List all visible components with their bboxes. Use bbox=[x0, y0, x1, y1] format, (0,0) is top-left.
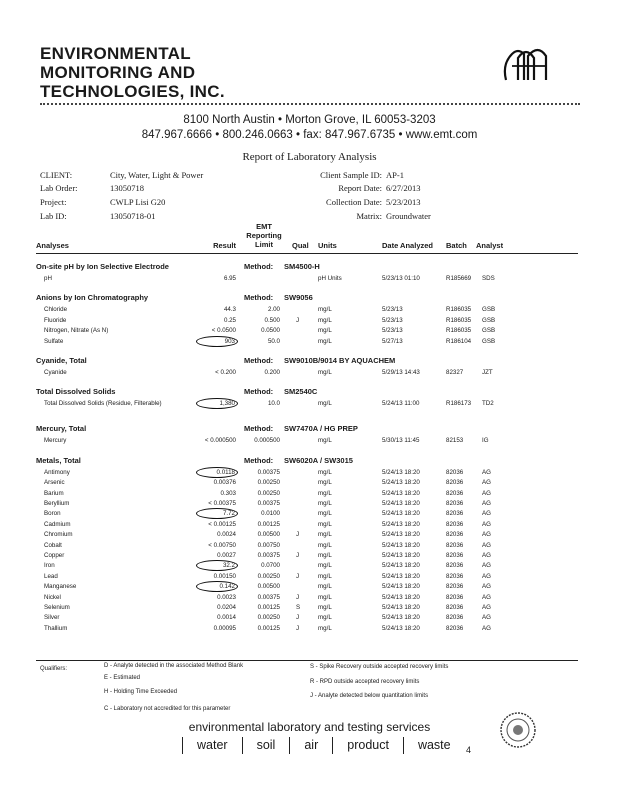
cell-result: 32.2 bbox=[196, 560, 238, 571]
cell-limit: 0.00125 bbox=[257, 624, 280, 632]
cell-date: 5/24/13 18:20 bbox=[382, 614, 420, 622]
cell-units: mg/L bbox=[318, 624, 332, 632]
cell-name: Sulfate bbox=[44, 337, 64, 345]
company-name-line-1: ENVIRONMENTAL bbox=[40, 44, 191, 63]
cell-analyst: AG bbox=[482, 500, 491, 507]
cell-batch: 82036 bbox=[446, 500, 464, 507]
cell-analyst: AG bbox=[482, 562, 491, 570]
cell-limit: 0.500 bbox=[264, 316, 280, 324]
col-analyst: Analyst bbox=[476, 241, 504, 250]
report-date-value: 6/27/2013 bbox=[386, 183, 421, 193]
cell-qual: J bbox=[296, 552, 300, 559]
accreditation-seal-icon bbox=[499, 711, 537, 749]
cell-date: 5/27/13 bbox=[382, 337, 403, 345]
cell-result: 0.0014 bbox=[217, 614, 236, 622]
cell-result: 0.0027 bbox=[217, 552, 236, 559]
cell-limit: 0.00250 bbox=[257, 614, 280, 622]
cell-units: mg/L bbox=[318, 593, 332, 601]
cell-analyst: AG bbox=[482, 593, 491, 601]
col-limit-line-3: Limit bbox=[255, 240, 273, 249]
qualifiers-label: Qualifiers: bbox=[40, 666, 68, 672]
cell-name: Beryllium bbox=[44, 500, 70, 507]
cell-analyst: AG bbox=[482, 552, 491, 559]
method-label: Method: bbox=[244, 293, 274, 303]
cell-units: mg/L bbox=[318, 614, 332, 622]
method-value: SM2540C bbox=[284, 387, 318, 397]
cell-batch: 82153 bbox=[446, 437, 464, 445]
method-value: SW9056 bbox=[284, 293, 313, 303]
cell-result: 0.0024 bbox=[217, 531, 236, 539]
cell-batch: 82036 bbox=[446, 572, 464, 580]
emt-logo-icon bbox=[498, 44, 550, 84]
header-underline bbox=[36, 253, 578, 254]
cell-name: Chromium bbox=[44, 531, 73, 539]
cell-date: 5/24/13 18:20 bbox=[382, 593, 420, 601]
cell-result: 0.0023 bbox=[217, 593, 236, 601]
cell-date: 5/24/13 11:00 bbox=[382, 400, 420, 408]
col-analyses: Analyses bbox=[36, 241, 69, 250]
section-title: Mercury, Total bbox=[36, 424, 87, 434]
cell-analyst: AG bbox=[482, 624, 491, 632]
cell-batch: 82036 bbox=[446, 583, 464, 591]
cell-date: 5/29/13 14:43 bbox=[382, 369, 420, 376]
cell-units: mg/L bbox=[318, 400, 332, 408]
method-label: Method: bbox=[244, 424, 274, 434]
cell-date: 5/23/13 bbox=[382, 327, 403, 335]
cell-units: mg/L bbox=[318, 327, 332, 335]
cell-units: mg/L bbox=[318, 531, 332, 539]
cell-units: mg/L bbox=[318, 316, 332, 324]
cell-date: 5/24/13 18:20 bbox=[382, 562, 420, 570]
company-name-line-2: MONITORING AND bbox=[40, 63, 196, 82]
cell-analyst: AG bbox=[482, 531, 491, 539]
cell-name: Cobalt bbox=[44, 541, 62, 549]
cell-result: < 0.00750 bbox=[208, 541, 236, 549]
cell-result: 6.95 bbox=[223, 275, 236, 282]
cell-batch: 82036 bbox=[446, 614, 464, 622]
cell-name: Manganese bbox=[44, 583, 77, 591]
cell-units: mg/L bbox=[318, 583, 332, 591]
cell-units: mg/L bbox=[318, 479, 332, 487]
company-address: 8100 North Austin • Morton Grove, IL 60053-3203 bbox=[183, 114, 436, 126]
company-name-line-3: TECHNOLOGIES, INC. bbox=[40, 82, 225, 101]
cell-qual: J bbox=[296, 614, 300, 622]
method-label: Method: bbox=[244, 262, 274, 271]
company-name bbox=[40, 44, 225, 101]
cell-result: 0.25 bbox=[223, 316, 236, 324]
cell-analyst: AG bbox=[482, 468, 491, 476]
cell-batch: 82036 bbox=[446, 604, 464, 611]
matrix-label: Matrix: bbox=[356, 211, 382, 221]
cell-batch: R186173 bbox=[446, 400, 472, 408]
cell-analyst: AG bbox=[482, 510, 491, 518]
section-title: Metals, Total bbox=[36, 455, 81, 465]
method-value: SW9010B/9014 BY AQUACHEM bbox=[284, 356, 396, 365]
cell-batch: 82036 bbox=[446, 552, 464, 559]
cell-date: 5/24/13 18:20 bbox=[382, 468, 420, 476]
cell-units: mg/L bbox=[318, 572, 332, 580]
cell-result: < 0.000500 bbox=[204, 437, 236, 445]
collection-date-value: 5/23/2013 bbox=[386, 197, 421, 207]
cell-qual: J bbox=[296, 316, 300, 324]
cell-limit: 0.0100 bbox=[261, 510, 280, 518]
cell-qual: J bbox=[296, 531, 300, 539]
cell-batch: 82036 bbox=[446, 489, 464, 497]
col-limit-line-2: Reporting bbox=[246, 231, 282, 240]
page-number: 4 bbox=[466, 745, 472, 755]
cell-batch: 82036 bbox=[446, 531, 464, 539]
lab-id-value: 13050718-01 bbox=[110, 211, 156, 221]
cell-analyst: AG bbox=[482, 614, 491, 622]
cell-analyst: JZT bbox=[482, 369, 493, 376]
cell-units: mg/L bbox=[318, 337, 332, 345]
cell-limit: 2.00 bbox=[267, 306, 280, 314]
method-label: Method: bbox=[244, 455, 274, 465]
cell-limit: 0.00375 bbox=[257, 593, 280, 601]
service-waste: waste bbox=[417, 737, 451, 752]
matrix-value: Groundwater bbox=[386, 211, 431, 221]
cell-result: 903 bbox=[196, 336, 238, 347]
cell-date: 5/30/13 11:45 bbox=[382, 437, 420, 445]
cell-result: 0.142 bbox=[196, 581, 238, 592]
cell-result: 0.303 bbox=[220, 489, 236, 497]
cell-date: 5/24/13 18:20 bbox=[382, 500, 420, 507]
section-title: On-site pH by Ion Selective Electrode bbox=[36, 262, 169, 271]
cell-name: Barium bbox=[44, 489, 64, 497]
cell-limit: 0.00500 bbox=[257, 531, 280, 539]
cell-units: mg/L bbox=[318, 552, 332, 559]
cell-batch: 82327 bbox=[446, 369, 464, 376]
cell-result: 0.00150 bbox=[213, 572, 236, 580]
cell-units: mg/L bbox=[318, 562, 332, 570]
qualifier-h: H - Holding Time Exceeded bbox=[104, 689, 178, 695]
col-limit-line-1: EMT bbox=[256, 222, 272, 231]
cell-name: Copper bbox=[44, 552, 65, 559]
project-label: Project: bbox=[40, 197, 67, 207]
cell-name: Nitrogen, Nitrate (As N) bbox=[44, 327, 109, 335]
cell-units: pH Units bbox=[318, 275, 342, 282]
cell-batch: 82036 bbox=[446, 510, 464, 518]
cell-limit: 0.000500 bbox=[254, 437, 280, 445]
cell-batch: 82036 bbox=[446, 593, 464, 601]
cell-units: mg/L bbox=[318, 520, 332, 528]
cell-analyst: AG bbox=[482, 541, 491, 549]
cell-batch: R186104 bbox=[446, 337, 472, 345]
cell-batch: R186035 bbox=[446, 306, 472, 314]
cell-analyst: TD2 bbox=[482, 400, 494, 408]
cell-analyst: AG bbox=[482, 604, 491, 611]
section-title: Total Dissolved Solids bbox=[36, 387, 116, 397]
cell-limit: 10.0 bbox=[267, 400, 280, 408]
cell-batch: R186035 bbox=[446, 327, 472, 335]
sample-id-label: Client Sample ID: bbox=[320, 170, 382, 180]
cell-date: 5/24/13 18:20 bbox=[382, 479, 420, 487]
col-batch: Batch bbox=[446, 241, 467, 250]
cell-analyst: AG bbox=[482, 520, 491, 528]
service-divider bbox=[182, 737, 183, 754]
cell-units: mg/L bbox=[318, 369, 332, 376]
service-air: air bbox=[304, 737, 319, 752]
cell-analyst: AG bbox=[482, 489, 491, 497]
cell-name: Thallium bbox=[44, 624, 68, 632]
cell-result: < 0.00375 bbox=[208, 500, 236, 507]
col-units: Units bbox=[318, 241, 337, 250]
qualifier-s: S - Spike Recovery outside accepted recovery limits bbox=[310, 664, 449, 670]
cell-limit: 0.00250 bbox=[257, 489, 280, 497]
cell-qual: J bbox=[296, 572, 300, 580]
cell-result: 44.3 bbox=[223, 306, 236, 314]
cell-limit: 0.00375 bbox=[257, 552, 280, 559]
method-value: SW7470A / HG PREP bbox=[284, 424, 358, 434]
cell-batch: 82036 bbox=[446, 479, 464, 487]
lab-order-label: Lab Order: bbox=[40, 183, 78, 193]
cell-analyst: GSB bbox=[482, 306, 496, 314]
col-date: Date Analyzed bbox=[382, 241, 433, 250]
cell-date: 5/24/13 18:20 bbox=[382, 531, 420, 539]
cell-result: < 0.200 bbox=[215, 369, 236, 376]
service-divider bbox=[403, 737, 404, 754]
footer-tagline: environmental laboratory and testing services bbox=[188, 720, 431, 734]
cell-qual: J bbox=[296, 624, 300, 632]
lab-order-value: 13050718 bbox=[110, 183, 144, 193]
client-value: City, Water, Light & Power bbox=[110, 170, 204, 180]
cell-name: Fluoride bbox=[44, 316, 67, 324]
cell-name: Total Dissolved Solids (Residue, Filterable) bbox=[44, 400, 162, 408]
cell-date: 5/24/13 18:20 bbox=[382, 552, 420, 559]
cell-date: 5/24/13 18:20 bbox=[382, 624, 420, 632]
cell-name: Cadmium bbox=[44, 520, 71, 528]
cell-batch: 82036 bbox=[446, 624, 464, 632]
cell-date: 5/23/13 01:10 bbox=[382, 275, 420, 282]
cell-batch: 82036 bbox=[446, 562, 464, 570]
cell-qual: J bbox=[296, 593, 300, 601]
cell-analyst: GSB bbox=[482, 337, 496, 345]
cell-limit: 0.0500 bbox=[261, 327, 280, 335]
sample-id-value: AP-1 bbox=[386, 170, 404, 180]
cell-name: Arsenic bbox=[44, 479, 65, 487]
cell-date: 5/24/13 18:20 bbox=[382, 541, 420, 549]
cell-units: mg/L bbox=[318, 306, 332, 314]
cell-date: 5/24/13 18:20 bbox=[382, 583, 420, 591]
cell-limit: 0.00250 bbox=[257, 572, 280, 580]
cell-analyst: AG bbox=[482, 572, 491, 580]
cell-limit: 50.0 bbox=[267, 337, 280, 345]
qualifier-r: R - RPD outside accepted recovery limits bbox=[310, 679, 420, 685]
section-title: Cyanide, Total bbox=[36, 356, 87, 365]
cell-units: mg/L bbox=[318, 437, 332, 445]
cell-units: mg/L bbox=[318, 541, 332, 549]
cell-analyst: SDS bbox=[482, 275, 495, 282]
cell-date: 5/23/13 bbox=[382, 306, 403, 314]
cell-batch: 82036 bbox=[446, 541, 464, 549]
cell-result: 0.00095 bbox=[213, 624, 236, 632]
cell-limit: 0.00375 bbox=[257, 500, 280, 507]
cell-limit: 0.00375 bbox=[257, 468, 280, 476]
cell-result: 0.0118 bbox=[196, 467, 238, 478]
cell-limit: 0.00125 bbox=[257, 604, 280, 611]
cell-limit: 0.00125 bbox=[257, 520, 280, 528]
qualifier-e: E - Estimated bbox=[104, 675, 141, 681]
cell-units: mg/L bbox=[318, 468, 332, 476]
cell-name: Cyanide bbox=[44, 369, 67, 376]
col-qual: Qual bbox=[292, 241, 309, 250]
service-water: water bbox=[197, 737, 228, 752]
method-label: Method: bbox=[244, 356, 274, 365]
cell-date: 5/24/13 18:20 bbox=[382, 604, 420, 611]
cell-date: 5/24/13 18:20 bbox=[382, 520, 420, 528]
cell-limit: 0.00250 bbox=[257, 479, 280, 487]
cell-date: 5/24/13 18:20 bbox=[382, 572, 420, 580]
lab-id-label: Lab ID: bbox=[40, 211, 67, 221]
cell-batch: 82036 bbox=[446, 468, 464, 476]
cell-result: 0.0204 bbox=[217, 604, 236, 611]
col-limit bbox=[238, 222, 290, 249]
cell-name: Nickel bbox=[44, 593, 61, 601]
cell-result: < 0.0500 bbox=[211, 327, 236, 335]
cell-name: pH bbox=[44, 275, 52, 282]
cell-qual: S bbox=[296, 604, 301, 611]
section-title: Anions by Ion Chromatography bbox=[36, 293, 149, 303]
project-value: CWLP Lisi G20 bbox=[110, 197, 166, 207]
service-product: product bbox=[347, 737, 389, 752]
cell-result: 7.72 bbox=[196, 508, 238, 519]
report-date-label: Report Date: bbox=[338, 183, 382, 193]
cell-name: Chloride bbox=[44, 306, 68, 314]
cell-limit: 0.00750 bbox=[257, 541, 280, 549]
qualifier-j: J - Analyte detected below quantitation limits bbox=[310, 693, 429, 699]
cell-analyst: AG bbox=[482, 583, 491, 591]
cell-name: Antimony bbox=[44, 468, 70, 476]
company-contact: 847.967.6666 • 800.246.0663 • fax: 847.967.6735 • www.emt.com bbox=[141, 129, 478, 141]
method-label: Method: bbox=[244, 387, 274, 397]
cell-units: mg/L bbox=[318, 604, 332, 611]
cell-batch: R185669 bbox=[446, 275, 472, 282]
col-result: Result bbox=[213, 241, 236, 250]
cell-name: Lead bbox=[44, 572, 58, 580]
cell-analyst: GSB bbox=[482, 316, 496, 324]
cell-name: Mercury bbox=[44, 437, 67, 445]
cell-result: 1,380 bbox=[196, 398, 238, 409]
qualifier-c: C - Laboratory not accredited for this parameter bbox=[104, 706, 231, 712]
cell-analyst: GSB bbox=[482, 327, 496, 335]
cell-date: 5/24/13 18:20 bbox=[382, 489, 420, 497]
method-value: SM4500-H bbox=[284, 262, 320, 271]
cell-name: Silver bbox=[44, 614, 60, 622]
footer-services bbox=[172, 737, 455, 754]
report-title: Report of Laboratory Analysis bbox=[242, 151, 377, 163]
cell-name: Boron bbox=[44, 510, 61, 518]
cell-units: mg/L bbox=[318, 500, 332, 507]
header-divider bbox=[40, 103, 580, 105]
cell-batch: R186035 bbox=[446, 316, 472, 324]
cell-limit: 0.200 bbox=[264, 369, 280, 376]
cell-result: 0.00376 bbox=[213, 479, 236, 487]
service-soil: soil bbox=[256, 737, 276, 752]
qualifiers-rule bbox=[36, 660, 578, 661]
cell-name: Selenium bbox=[44, 604, 70, 611]
cell-batch: 82036 bbox=[446, 520, 464, 528]
service-divider bbox=[289, 737, 290, 754]
method-value: SW6020A / SW3015 bbox=[284, 455, 353, 465]
client-label: CLIENT: bbox=[40, 170, 73, 180]
cell-date: 5/24/13 18:20 bbox=[382, 510, 420, 518]
cell-date: 5/23/13 bbox=[382, 316, 403, 324]
cell-limit: 0.00500 bbox=[257, 583, 280, 591]
collection-date-label: Collection Date: bbox=[326, 197, 382, 207]
cell-name: Iron bbox=[44, 562, 55, 570]
cell-units: mg/L bbox=[318, 510, 332, 518]
service-divider bbox=[242, 737, 243, 754]
service-divider bbox=[332, 737, 333, 754]
qualifier-d: D - Analyte detected in the associated Method Blank bbox=[104, 663, 244, 669]
cell-limit: 0.0700 bbox=[261, 562, 280, 570]
cell-analyst: IG bbox=[482, 437, 489, 445]
cell-result: < 0.00125 bbox=[208, 520, 236, 528]
cell-analyst: AG bbox=[482, 479, 491, 487]
cell-units: mg/L bbox=[318, 489, 332, 497]
